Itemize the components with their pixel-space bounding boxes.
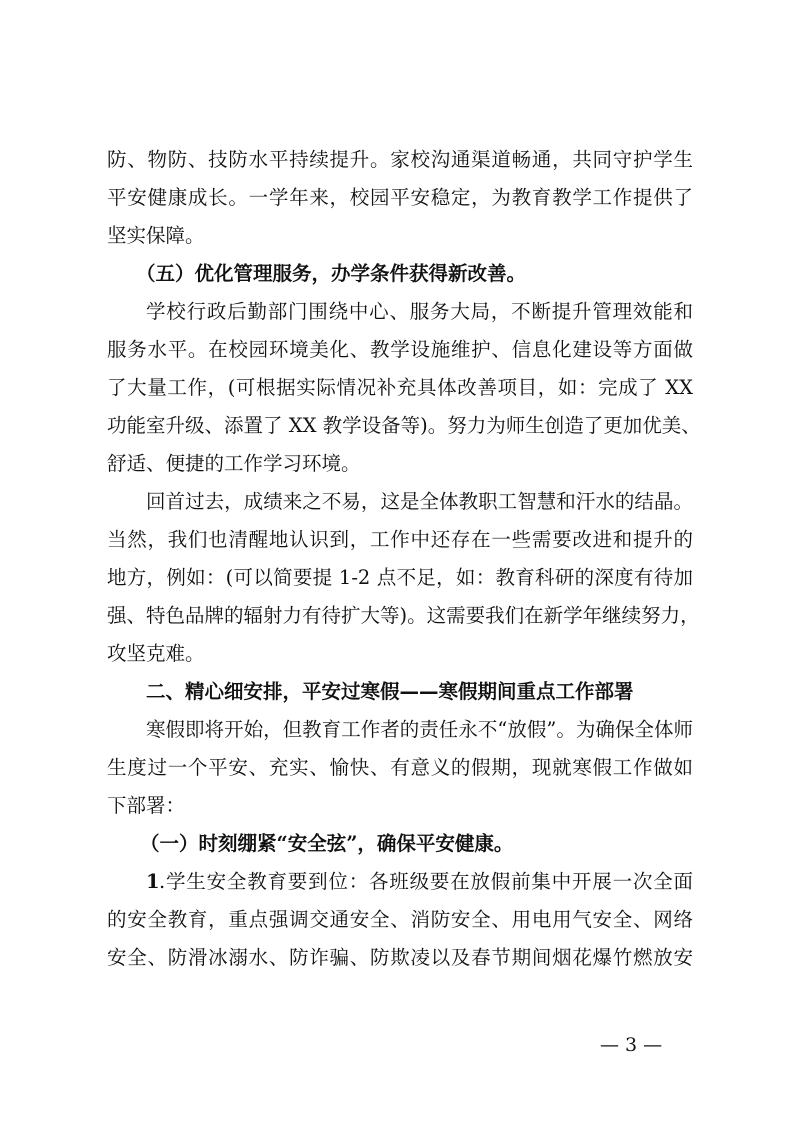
- body-text-line: 的安全教育，重点强调交通安全、消防安全、用电用气安全、网络: [107, 908, 693, 931]
- body-text-line: 服务水平。在校园环境美化、教学设施维护、信息化建设等方面做: [107, 338, 693, 361]
- body-text-line: 功能室升级、添置了 XX 教学设备等)。努力为师生创造了更加优美、: [107, 414, 701, 437]
- body-text-line: .学生安全教育要到位：各班级要在放假前集中开展一次全面: [159, 870, 693, 893]
- body-text-line: 防、物防、技防水平持续提升。家校沟通渠道畅通，共同守护学生: [107, 148, 693, 171]
- list-number: 1: [146, 870, 160, 893]
- body-text-line: 回首过去，成绩来之不易，这是全体教职工智慧和汗水的结晶。: [146, 490, 693, 513]
- body-text-line: 坚实保障。: [107, 224, 205, 247]
- body-text-line: 强、特色品牌的辐射力有待扩大等)。这需要我们在新学年继续努力，: [107, 604, 700, 627]
- section-heading-2: 二、精心细安排，平安过寒假——寒假期间重点工作部署: [146, 680, 634, 703]
- body-text-line: 攻坚克难。: [107, 642, 205, 665]
- body-text-line: 平安健康成长。一学年来，校园平安稳定，为教育教学工作提供了: [107, 186, 693, 209]
- body-text-line: 地方，例如：(可以简要提 1-2 点不足，如：教育科研的深度有待加: [107, 566, 693, 589]
- section-heading-5: （五）优化管理服务，办学条件获得新改善。: [136, 262, 527, 285]
- page-number: — 3 —: [600, 1034, 663, 1056]
- body-text-line: 当然，我们也清醒地认识到，工作中还存在一些需要改进和提升的: [107, 528, 693, 551]
- body-text-line: 生度过一个平安、充实、愉快、有意义的假期，现就寒假工作做如: [107, 756, 693, 779]
- subsection-heading-1: （一）时刻绷紧“安全弦”，确保平安健康。: [140, 832, 514, 855]
- body-text-line: 舒适、便捷的工作学习环境。: [107, 452, 361, 475]
- body-text-line: 学校行政后勤部门围绕中心、服务大局，不断提升管理效能和: [146, 300, 693, 323]
- body-text-line: 寒假即将开始，但教育工作者的责任永不“放假”。为确保全体师: [146, 718, 693, 741]
- body-text-line: 下部署：: [107, 794, 186, 817]
- body-text-line: 安全、防滑冰溺水、防诈骗、防欺凌以及春节期间烟花爆竹燃放安: [107, 946, 693, 969]
- body-text-line: 了大量工作，(可根据实际情况补充具体改善项目，如：完成了 XX: [107, 376, 693, 399]
